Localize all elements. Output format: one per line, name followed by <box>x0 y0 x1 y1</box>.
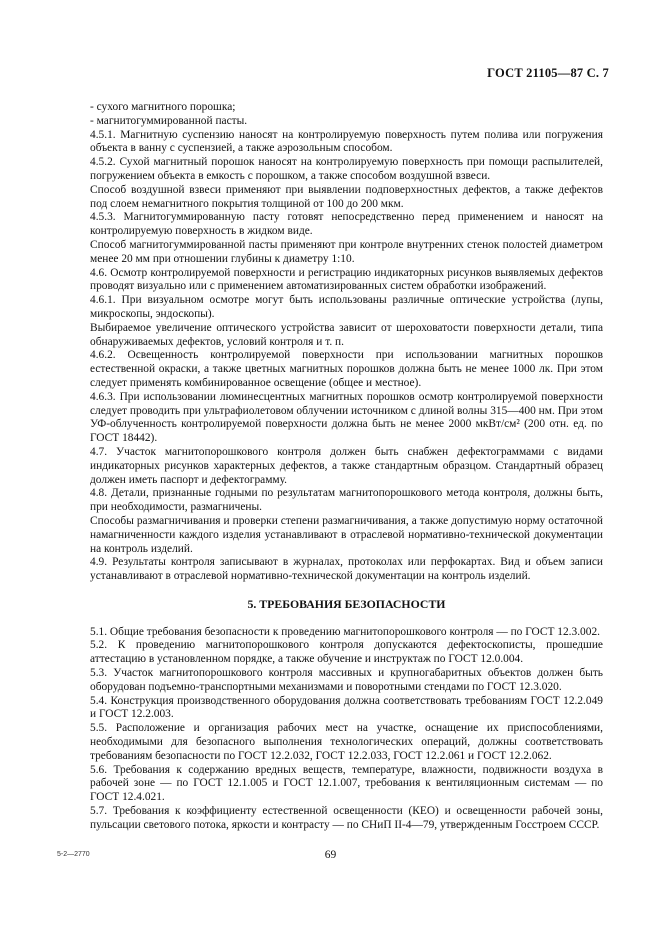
document-body <box>90 101 603 833</box>
paragraph: Выбираемое увеличение оптического устройства зависит от шероховатости поверхности детали, типа обнаруживаемых дефектов, условий контроля и т. п. <box>90 321 603 348</box>
paragraph: 5.7. Требования к коэффициенту естественной освещенности (КЕО) и освещенности рабочей зоны, пульсации светового потока, яркости и контрасту — по СНиП II-4—79, утвержденным Госстроем СССР. <box>90 805 603 831</box>
page-number: 69 <box>324 849 337 861</box>
paragraph: Способ магнитогуммированной пасты применяют при контроле внутренних стенок полостей диаметром менее 20 мм при отношении глубины к диаметру 1:10. <box>90 238 603 265</box>
print-code: 5-2—2770 <box>57 851 90 858</box>
paragraph: Способ воздушной взвеси применяют при выявлении подповерхностных дефектов, а также дефектов под слоем немагнитного покрытия толщиной от 100 до 200 мкм. <box>90 183 603 210</box>
paragraph: 4.6.3. При использовании люминесцентных магнитных порошков осмотр контролируемой поверхности следует проводить при ультрафиолетовом облучении источником с длиной волны 315—400 нм. При этом УФ-облученность контролируемой поверхности должна быть не менее 2000 мкВт/см² (200 отн. ед. по ГОСТ 18442). <box>90 390 603 445</box>
paragraph: 4.5.1. Магнитную суспензию наносят на контролируемую поверхность путем полива или погружения объекта в ванну с суспензией, а также аэрозольным способом. <box>90 128 603 155</box>
paragraph: 4.6. Осмотр контролируемой поверхности и регистрацию индикаторных рисунков выявляемых дефектов проводят визуально или с применением автоматизированных систем обработки изображений. <box>90 266 603 293</box>
paragraph: 4.5.3. Магнитогуммированную пасту готовят непосредственно перед применением и наносят на контролируемую поверхность в жидком виде. <box>90 211 603 238</box>
paragraph: 4.8. Детали, признанные годными по результатам магнитопорошкового метода контроля, должны быть, при необходимости, размагничены. <box>90 487 603 514</box>
paragraph: 5.6. Требования к содержанию вредных веществ, температуре, влажности, подвижности воздуха в рабочей зоне — по ГОСТ 12.1.005 и ГОСТ 12.1.007, требования к вентиляционным системам — по ГОСТ 12.4.021. <box>90 763 603 804</box>
paragraph: 5.2. К проведению магнитопорошкового контроля допускаются дефектоскописты, прошедшие аттестацию в установленном порядке, а также обучение и инструктаж по ГОСТ 12.0.004. <box>90 639 603 666</box>
paragraph: 4.7. Участок магнитопорошкового контроля должен быть снабжен дефектограммами с видами индикаторных рисунков характерных дефектов, а также стандартным образцом. Стандартный образец должен иметь паспорт и дефектограмму. <box>90 445 603 486</box>
page-header: ГОСТ 21105—87 С. 7 <box>487 66 609 80</box>
paragraph: 5.3. Участок магнитопорошкового контроля массивных и крупногабаритных объектов должен быть оборудован подъемно-транспортными механизмами и поворотными стендами по ГОСТ 12.3.020. <box>90 667 603 693</box>
paragraph: 4.6.1. При визуальном осмотре могут быть использованы различные оптические устройства (лупы, микроскопы, эндоскопы). <box>90 294 603 320</box>
paragraph: 4.6.2. Освещенность контролируемой поверхности при использовании магнитных порошков естественной окраски, а также цветных магнитных порошков должна быть не менее 1000 лк. При этом следует применять комбинированное освещение (общее и местное). <box>90 349 603 389</box>
section-title: 5. ТРЕБОВАНИЯ БЕЗОПАСНОСТИ <box>247 596 446 611</box>
paragraph: Способы размагничивания и проверки степени размагничивания, а также допустимую норму остаточной намагниченности каждого изделия устанавливают в отраслевой нормативно-технической документации на контроль изделий. <box>90 514 603 555</box>
paragraph: - сухого магнитного порошка; <box>90 101 236 113</box>
paragraph: - магнитогуммированной пасты. <box>90 114 248 127</box>
paragraph: 4.9. Результаты контроля записывают в журналах, протоколах или перфокартах. Вид и объем записи устанавливают в отраслевой нормативно-технической документации на контроль изделий. <box>90 556 603 583</box>
paragraph: 4.5.2. Сухой магнитный порошок наносят на контролируемую поверхность при помощи распылителей, погружением объекта в емкость с порошком, а также способом воздушной взвеси. <box>90 156 603 182</box>
paragraph: 5.5. Расположение и организация рабочих мест на участке, оснащение их приспособлениями, необходимыми для безопасного выполнения технологических операций, должны соответствовать требованиям безопасности по ГОСТ 12.2.032, ГОСТ 12.2.033, ГОСТ 12.2.061 и ГОСТ 12.2.062. <box>90 722 603 762</box>
paragraph: 5.1. Общие требования безопасности к проведению магнитопорошкового контроля — по ГОСТ 12.3.002. <box>90 625 600 638</box>
paragraph: 5.4. Конструкция производственного оборудования должна соответствовать требованиям ГОСТ 12.2.049 и ГОСТ 12.2.003. <box>90 694 603 721</box>
